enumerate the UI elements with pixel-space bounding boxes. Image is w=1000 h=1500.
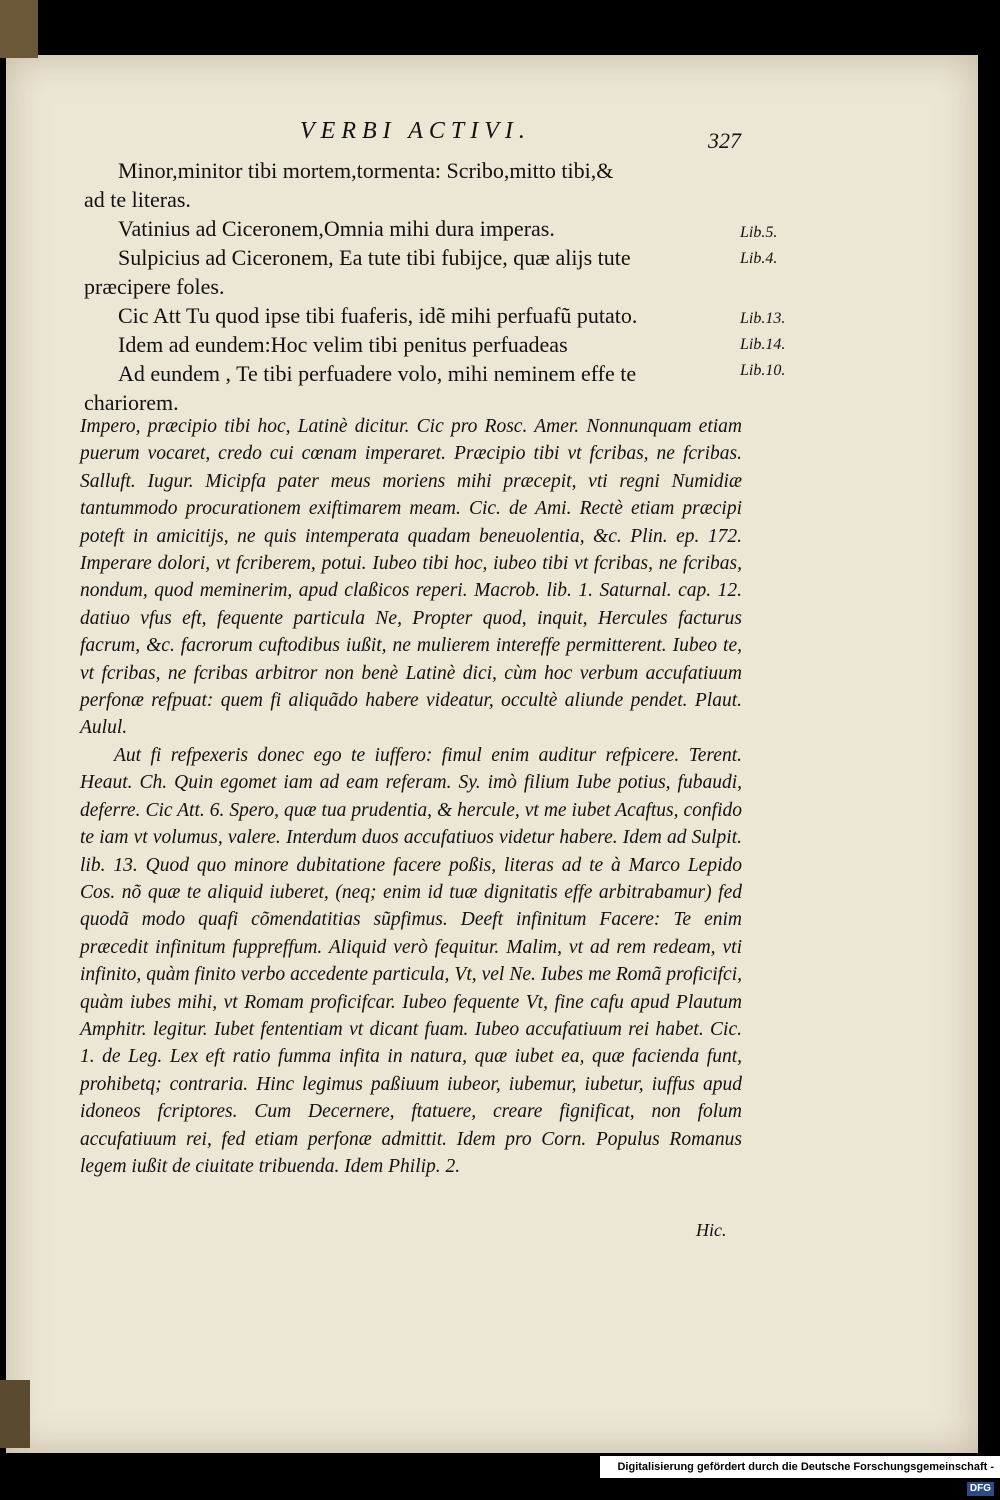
page-number: 327 (708, 128, 741, 153)
margin-ref: Lib.13. (740, 310, 786, 327)
text-line: Minor,minitor tibi mortem,tormenta: Scribo,mitto tibi,& (118, 158, 614, 183)
catchword: Hic. (696, 1220, 727, 1240)
margin-ref: Lib.10. (740, 362, 786, 379)
text-line: præcipere foles. (84, 274, 225, 299)
text-line: Cic Att Tu quod ipse tibi fuaferis, idẽ mihi perfuafũ putato. (118, 303, 638, 328)
text-line: chariorem. (84, 390, 179, 415)
running-title: VERBI ACTIVI. (300, 118, 531, 144)
text-line: ad te literas. (84, 187, 191, 212)
main-text (84, 156, 744, 417)
margin-ref: Lib.4. (740, 250, 778, 267)
commentary-para: Impero, præcipio tibi hoc, Latinè dicitur. Cic pro Rosc. Amer. Nonnunquam etiam puerum vocaret, credo cui cœnam imperaret. Præcipio tibi vt fcribas, ne fcribas. Salluft. Iugur. Micipfa pater meus moriens mihi præcepit, vti regni Numidiæ tantummodo procurationem exiftimarem meam. Cic. de Ami. Rectè etiam præcipi poteft in amicitijs, ne quis intemperata quadam beneuolentia, &c. Plin. ep. 172. Imperare dolori, vt fcriberem, potui. Iubeo tibi hoc, iubeo tibi vt fcribas, ne fcribas, nondum, quod meminerim, apud claßicos reperi. Macrob. lib. 1. Saturnal. cap. 12. datiuo vfus eft, fequente particula Ne, Propter quod, inquit, Hercules facturus facrum, &c. facrorum cuftodibus iußit, ne mulierem intereffe permitterent. Iubeo te, vt fcribas, ne fcribas arbitror non benè Latinè dici, cùm hoc verbum accufatiuum perfonæ refpuat: quem fi aliquãdo habere videatur, occultè aliunde pendet. Plaut. Aulul. (80, 416, 742, 739)
commentary (80, 413, 742, 1180)
text-line: Sulpicius ad Ciceronem, Ea tute tibi fubijce, quæ alijs tute (118, 245, 631, 270)
text-line: Vatinius ad Ciceronem,Omnia mihi dura imperas. (118, 216, 555, 241)
dfg-logo: DFG (967, 1482, 994, 1496)
footer-text: Digitalisierung gefördert durch die Deutsche Forschungsgemeinschaft - (617, 1461, 994, 1473)
footer-credit (600, 1456, 1000, 1495)
commentary-para: Aut fi refpexeris donec ego te iuffero: fimul enim auditur refpicere. Terent. Heaut. Ch. Quin egomet iam ad eam referam. Sy. imò filium Iube potius, fubaudi, deferre. Cic Att. 6. Spero, quæ tua prudentia, & hercule, vt me iubet Acaftus, confido te iam vt volumus, valere. Interdum duos accufatiuos videtur habere. Idem ad Sulpit. lib. 13. Quod quo minore dubitatione facere poßis, literas ad te à Marco Lepido Cos. nõ quæ te aliquid iuberet, (neq; enim id tuæ dignitatis effe arbitrabamur) fed quodã modo quafi cõmendatitias sũpfimus. Deeft infinitum Facere: Te enim præcedit infinitum fuppreffum. Aliquid verò fequitur. Malim, vt ad rem redeam, vti infinito, quàm finito verbo accedente particula, Vt, vel Ne. Iubes me Romã proficifci, quàm iubes mihi, vt Romam proficifcar. Iubeo fequente Vt, fine cafu apud Plautum Amphitr. legitur. Iubet fententiam vt dicant fuam. Iubeo accufatiuum rei habet. Cic. 1. de Leg. Lex eft ratio fumma infita in natura, quæ iubet ea, quæ facienda funt, prohibetq; contraria. Hinc legimus paßiuum iubeor, iubemur, iubetur, iuffus apud idoneos fcriptores. Cum Decernere, ftatuere, creare fignificat, non folum accufatiuum rei, fed etiam perfonæ admittit. Idem pro Corn. Populus Romanus legem iußit de ciuitate tribuenda. Idem Philip. 2. (80, 744, 742, 1177)
text-line: Ad eundem , Te tibi perfuadere volo, mihi neminem effe te (118, 361, 637, 386)
page-edge-top (0, 0, 38, 58)
page-edge-bottom (0, 1380, 30, 1448)
text-line: Idem ad eundem:Hoc velim tibi penitus perfuadeas (118, 332, 568, 357)
margin-ref: Lib.5. (740, 224, 778, 241)
margin-ref: Lib.14. (740, 336, 786, 353)
